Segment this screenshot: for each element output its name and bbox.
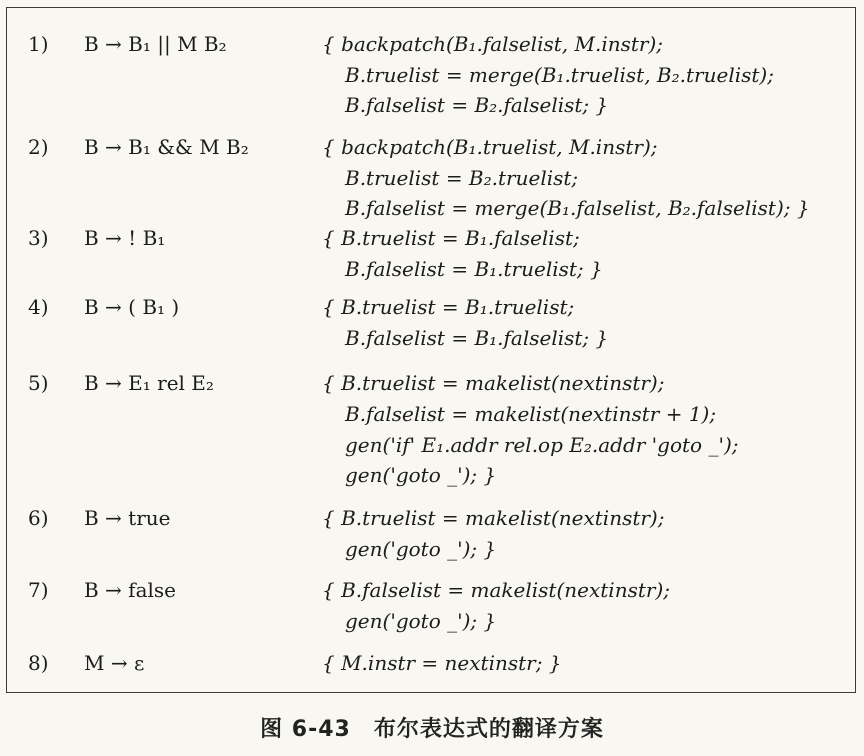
rule-2-production: B → B₁ && M B₂ bbox=[84, 135, 249, 159]
rule-8-production: M → ε bbox=[84, 651, 145, 675]
rule-7-production: B → false bbox=[84, 578, 176, 602]
rule-1-action-1: { backpatch(B₁.falselist, M.instr); bbox=[322, 32, 663, 56]
figure-caption: 图 6-43 布尔表达式的翻译方案 bbox=[260, 717, 604, 742]
rule-4-production: B → ( B₁ ) bbox=[84, 295, 180, 319]
rule-6-production: B → true bbox=[84, 506, 171, 530]
rule-3-production: B → ! B₁ bbox=[84, 226, 166, 250]
rule-8-action-1: { M.instr = nextinstr; } bbox=[322, 651, 562, 675]
rule-3-action-2: B.falselist = B₁.truelist; } bbox=[345, 257, 603, 281]
rule-5-production: B → E₁ rel E₂ bbox=[84, 371, 214, 395]
rule-3-number: 3) bbox=[28, 226, 49, 250]
rule-7-number: 7) bbox=[28, 578, 49, 602]
rule-8-number: 8) bbox=[28, 651, 49, 675]
rule-5-action-1: { B.truelist = makelist(nextinstr); bbox=[322, 371, 665, 395]
rule-5-action-4: gen('goto _'); } bbox=[345, 463, 497, 487]
rule-6-number: 6) bbox=[28, 506, 49, 530]
rule-4-number: 4) bbox=[28, 295, 49, 319]
rule-6-action-1: { B.truelist = makelist(nextinstr); bbox=[322, 506, 665, 530]
rule-5-action-2: B.falselist = makelist(nextinstr + 1); bbox=[345, 402, 717, 426]
rule-1-action-2: B.truelist = merge(B₁.truelist, B₂.truelist); bbox=[345, 63, 774, 87]
rule-3-action-1: { B.truelist = B₁.falselist; bbox=[322, 226, 580, 250]
rule-1-production: B → B₁ || M B₂ bbox=[84, 32, 227, 56]
rule-7-action-2: gen('goto _'); } bbox=[345, 609, 497, 633]
rule-5-number: 5) bbox=[28, 371, 49, 395]
rule-1-number: 1) bbox=[28, 32, 49, 56]
rule-2-action-3: B.falselist = merge(B₁.falselist, B₂.falselist); } bbox=[345, 196, 810, 220]
rule-7-action-1: { B.falselist = makelist(nextinstr); bbox=[322, 578, 670, 602]
rule-5-action-3: gen('if' E₁.addr rel.op E₂.addr 'goto _'); bbox=[345, 433, 739, 457]
rule-2-number: 2) bbox=[28, 135, 49, 159]
rule-4-action-1: { B.truelist = B₁.truelist; bbox=[322, 295, 575, 319]
rule-2-action-1: { backpatch(B₁.truelist, M.instr); bbox=[322, 135, 658, 159]
rule-4-action-2: B.falselist = B₁.falselist; } bbox=[345, 326, 609, 350]
rule-1-action-3: B.falselist = B₂.falselist; } bbox=[345, 93, 609, 117]
rule-2-action-2: B.truelist = B₂.truelist; bbox=[345, 166, 579, 190]
rule-6-action-2: gen('goto _'); } bbox=[345, 537, 497, 561]
